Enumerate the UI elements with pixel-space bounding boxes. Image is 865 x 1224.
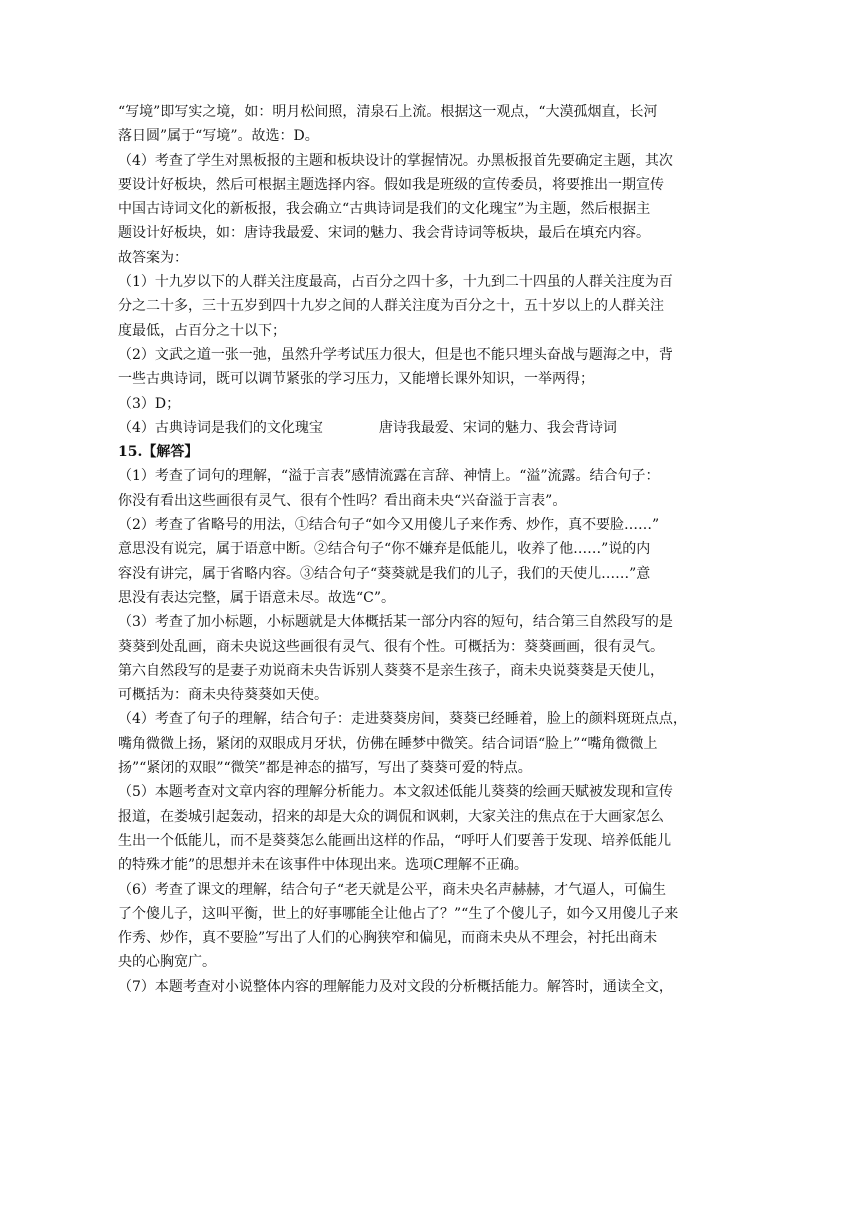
answer-explanation-block <box>118 100 748 416</box>
text-line: 央的心胸宽广。 <box>118 954 216 971</box>
text-line: 意思没有说完，属于语意中断。②结合句子“你不嫌弃是低能儿，收养了他……”说的内 <box>118 541 651 558</box>
text-line: 落日圆”属于“写境”。故选：D。 <box>118 128 319 145</box>
text-line: 作秀、炒作，真不要脸”写出了人们的心胸狭窄和偏见，而商未央从不理会，衬托出商未 <box>118 930 658 947</box>
text-line: （6）考查了课文的理解，结合句子“老天就是公平，商未央名声赫赫，才气逼人，可偏生 <box>118 881 667 898</box>
paragraph <box>118 464 748 513</box>
text-line: 一些古典诗词，既可以调节紧张的学习压力，又能增长课外知识，一举两得； <box>118 371 594 388</box>
text-line: （3）考查了加小标题，小标题就是大体概括某一部分内容的短句，结合第三自然段写的是 <box>118 614 673 631</box>
text-line: 你没有看出这些画很有灵气、很有个性吗？看出商未央“兴奋溢于言表”。 <box>118 492 567 509</box>
paragraph <box>118 780 748 877</box>
paragraph <box>118 246 748 270</box>
text-line: 嘴角微微上扬，紧闭的双眼成月牙状，仿佛在睡梦中微笑。结合词语“脸上”“嘴角微微上 <box>118 735 658 752</box>
paragraph <box>118 513 748 610</box>
paragraph <box>118 610 748 707</box>
text-line: 中国古诗词文化的新板报，我会确立“古典诗词是我们的文化瑰宝”为主题，然后根据主 <box>118 201 651 218</box>
text-line: 第六自然段写的是妻子劝说商未央告诉别人葵葵不是亲生孩子，商未央说葵葵是天使儿， <box>118 662 664 679</box>
text-line: 分之二十多，三十五岁到四十九岁之间的人群关注度为百分之十，五十岁以上的人群关注 <box>118 298 664 315</box>
paragraph <box>118 707 748 780</box>
text-line: （2）文武之道一张一弛，虽然升学考试压力很大，但是也不能只埋头奋战与题海之中，背 <box>118 346 673 363</box>
paragraph <box>118 343 748 392</box>
text-line: 的特殊才能”的思想并未在该事件中体现出来。选项C理解不正确。 <box>118 857 528 874</box>
paragraph <box>118 100 748 149</box>
text-line: 了个傻儿子，这叫平衡，世上的好事哪能全让他占了？”“生了个傻儿子，如今又用傻儿子来 <box>118 905 679 922</box>
paragraph <box>118 975 748 999</box>
text-line: （1）考查了词句的理解，“溢于言表”感情流露在言辞、神情上。“溢”流露。结合句子： <box>118 468 660 485</box>
text-line: （7）本题考查对小说整体内容的理解能力及对文段的分析概括能力。解答时，通读全文， <box>118 978 673 995</box>
text-line: （4）考查了学生对黑板报的主题和板块设计的掌握情况。办黑板报首先要确定主题，其次 <box>118 152 673 169</box>
text-line: （4）考查了句子的理解，结合句子：走进葵葵房间，葵葵已经睡着，脸上的颜料斑斑点点， <box>118 711 687 728</box>
text-line: 要设计好板块，然后可根据主题选择内容。假如我是班级的宣传委员，将要推出一期宣传 <box>118 176 664 193</box>
text-line: 故答案为： <box>118 249 188 266</box>
text-line: （3）D； <box>118 395 181 412</box>
answer-4-sections: 唐诗我最爱、宋词的魅力、我会背诗词 <box>378 419 617 436</box>
document-page <box>118 100 748 999</box>
text-line: 思没有表达完整，属于语意未尽。故选“C”。 <box>118 589 396 606</box>
paragraph <box>118 392 748 416</box>
paragraph <box>118 149 748 246</box>
text-line: 扬”“紧闭的双眼”“微笑”都是神态的描写，写出了葵葵可爱的特点。 <box>118 760 532 777</box>
answer-4-line <box>118 416 748 440</box>
text-line: 报道，在娄城引起轰动，招来的却是大众的调侃和讽刺，大家关注的焦点在于大画家怎么 <box>118 808 664 825</box>
paragraph <box>118 270 748 343</box>
text-line: 可概括为：商未央待葵葵如天使。 <box>118 687 328 704</box>
text-line: 度最低，占百分之十以下； <box>118 322 286 339</box>
answer-4-theme: （4）古典诗词是我们的文化瑰宝 <box>118 419 323 436</box>
text-line: 容没有讲完，属于省略内容。③结合句子“葵葵就是我们的儿子，我们的天使儿……”意 <box>118 565 651 582</box>
section-15-heading: 15.【解答】 <box>118 444 199 461</box>
paragraph <box>118 878 748 975</box>
text-line: 题设计好板块，如：唐诗我最爱、宋词的魅力、我会背诗词等板块，最后在填充内容。 <box>118 225 650 242</box>
text-line: 葵葵到处乱画，商未央说这些画很有灵气、很有个性。可概括为：葵葵画画，很有灵气。 <box>118 638 664 655</box>
text-line: 生出一个低能儿，而不是葵葵怎么能画出这样的作品，“呼吁人们要善于发现、培养低能儿 <box>118 832 672 849</box>
text-line: （1）十九岁以下的人群关注度最高，占百分之四十多，十九到二十四虽的人群关注度为百 <box>118 274 673 291</box>
section-15-body <box>118 464 748 999</box>
text-line: “写境”即写实之境，如：明月松间照，清泉石上流。根据这一观点，“大漠孤烟直，长河 <box>118 104 658 120</box>
text-line: （5）本题考查对文章内容的理解分析能力。本文叙述低能儿葵葵的绘画天赋被发现和宣传 <box>118 784 673 801</box>
text-line: （2）考查了省略号的用法，①结合句子“如今又用傻儿子来作秀、炒作，真不要脸……” <box>118 517 660 534</box>
